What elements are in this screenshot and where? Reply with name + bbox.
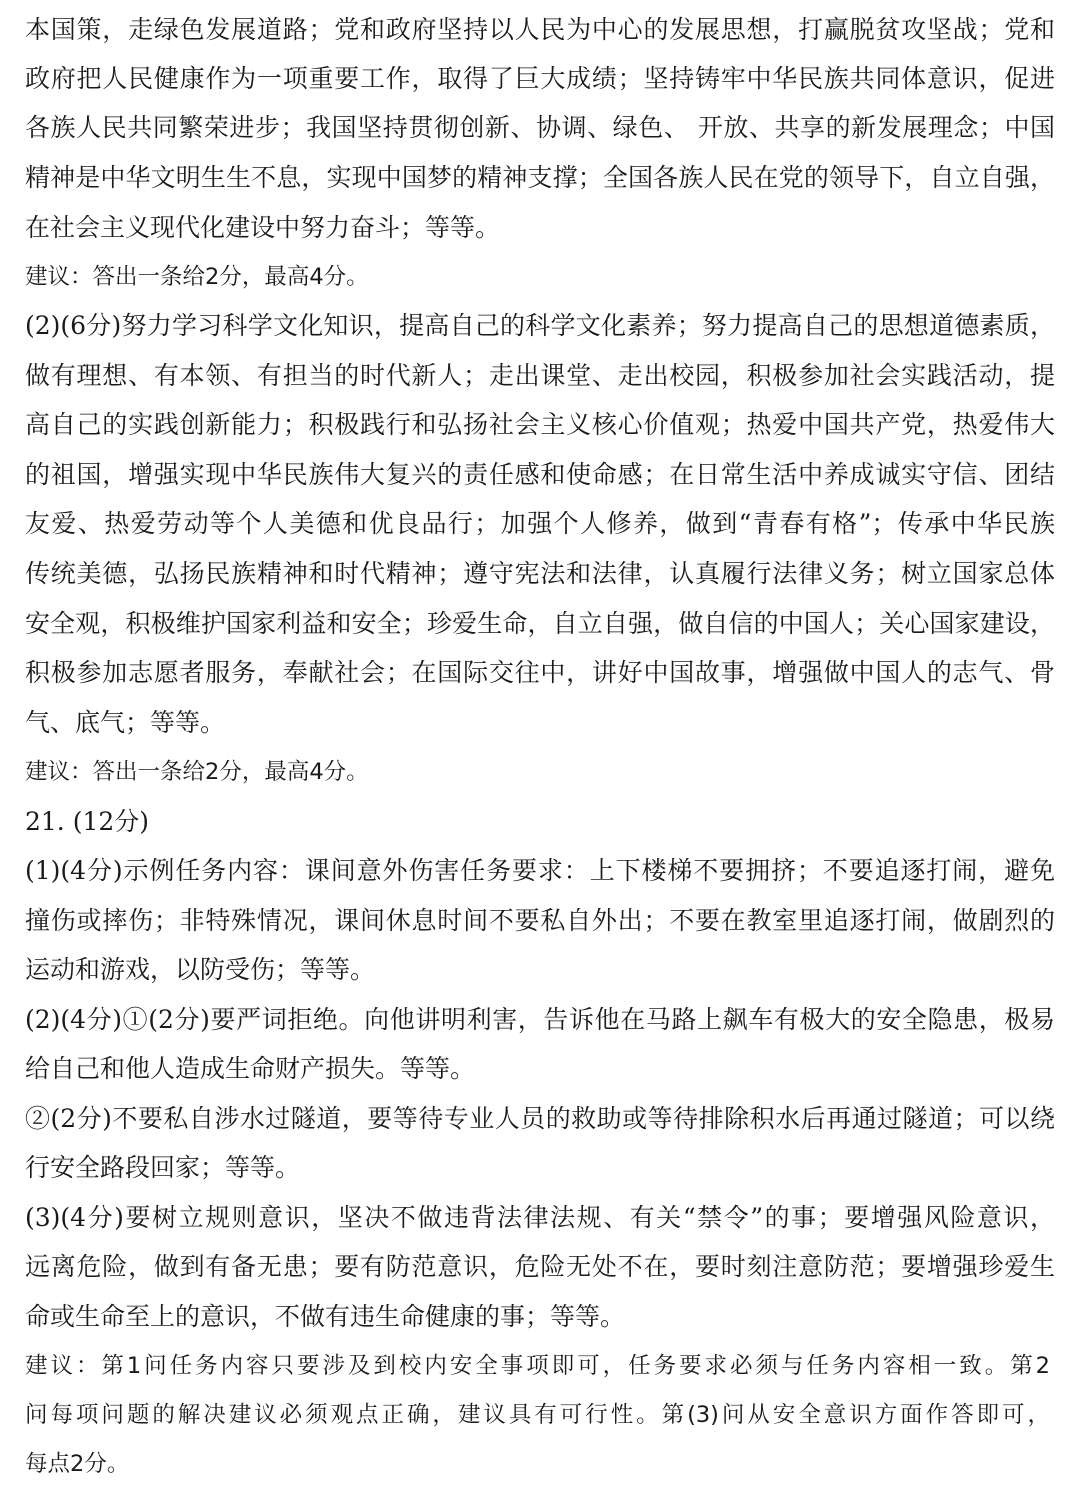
text-line: 友爱、热爱劳动等个人美德和优良品行；加强个人修养，做到“青春有格”；传承中华民族 (25, 509, 1055, 538)
text-line: 行安全路段回家；等等。 (25, 1153, 301, 1182)
scoring-note: 建议：第1问任务内容只要涉及到校内安全事项即可，任务要求必须与任务内容相一致。第2 (25, 1353, 1050, 1379)
text-line: 政府把人民健康作为一项重要工作，取得了巨大成绩；坚持铸牢中华民族共同体意识，促进 (25, 64, 1055, 93)
text-line: 精神是中华文明生生不息，实现中国梦的精神支撑；全国各族人民在党的领导下，自立自强， (25, 163, 1055, 192)
text-line: (3)(4分)要树立规则意识，坚决不做违背法律法规、有关“禁令”的事；要增强风险意识， (25, 1203, 1055, 1232)
text-line: ②(2分)不要私自涉水过隧道，要等待专业人员的救助或等待排除积水后再通过隧道；可以绕 (25, 1104, 1055, 1133)
text-line: (2)(4分)①(2分)要严词拒绝。向他讲明利害，告诉他在马路上飙车有极大的安全隐患，极易 (25, 1005, 1055, 1034)
text-line: 在社会主义现代化建设中努力奋斗；等等。 (25, 213, 501, 242)
text-line: 高自己的实践创新能力；积极践行和弘扬社会主义核心价值观；热爱中国共产党，热爱伟大 (25, 410, 1055, 439)
text-line: 做有理想、有本领、有担当的时代新人；走出课堂、走出校园，积极参加社会实践活动，提 (25, 361, 1055, 390)
text-line: 的祖国，增强实现中华民族伟大复兴的责任感和使命感；在日常生活中养成诚实守信、团结 (25, 460, 1055, 489)
text-line: 远离危险，做到有备无患；要有防范意识，危险无处不在，要时刻注意防范；要增强珍爱生 (25, 1252, 1055, 1281)
scoring-note: 建议：答出一条给2分，最高4分。 (25, 264, 369, 290)
text-line: 各族人民共同繁荣进步；我国坚持贯彻创新、协调、绿色、 开放、共享的新发展理念；中国 (25, 113, 1055, 142)
text-line: (2)(6分)努力学习科学文化知识，提高自己的科学文化素养；努力提高自己的思想道德素质， (25, 311, 1055, 340)
text-line: 命或生命至上的意识，不做有违生命健康的事；等等。 (25, 1302, 626, 1331)
text-line: 安全观，积极维护国家利益和安全；珍爱生命，自立自强，做自信的中国人；关心国家建设， (25, 609, 1055, 638)
text-line: 给自己和他人造成生命财产损失。等等。 (25, 1054, 476, 1083)
text-line: 气、底气；等等。 (25, 708, 226, 737)
scoring-note: 问每项问题的解决建议必须观点正确，建议具有可行性。第(3)问从安全意识方面作答即可， (25, 1402, 1050, 1428)
scoring-note: 每点2分。 (25, 1451, 130, 1477)
text-line: 本国策，走绿色发展道路；党和政府坚持以人民为中心的发展思想，打赢脱贫攻坚战；党和 (25, 15, 1055, 44)
text-line: 传统美德，弘扬民族精神和时代精神；遵守宪法和法律，认真履行法律义务；树立国家总体 (25, 559, 1055, 588)
scoring-note: 建议：答出一条给2分，最高4分。 (25, 759, 369, 785)
text-line: (1)(4分)示例任务内容：课间意外伤害任务要求：上下楼梯不要拥挤；不要追逐打闹，避免 (25, 856, 1055, 885)
text-line: 积极参加志愿者服务，奉献社会；在国际交往中，讲好中国故事，增强做中国人的志气、骨 (25, 658, 1055, 687)
text-line: 运动和游戏，以防受伤；等等。 (25, 955, 376, 984)
question-heading: 21. (12分) (25, 807, 150, 836)
text-line: 撞伤或摔伤；非特殊情况，课间休息时间不要私自外出；不要在教室里追逐打闹，做剧烈的 (25, 906, 1055, 935)
